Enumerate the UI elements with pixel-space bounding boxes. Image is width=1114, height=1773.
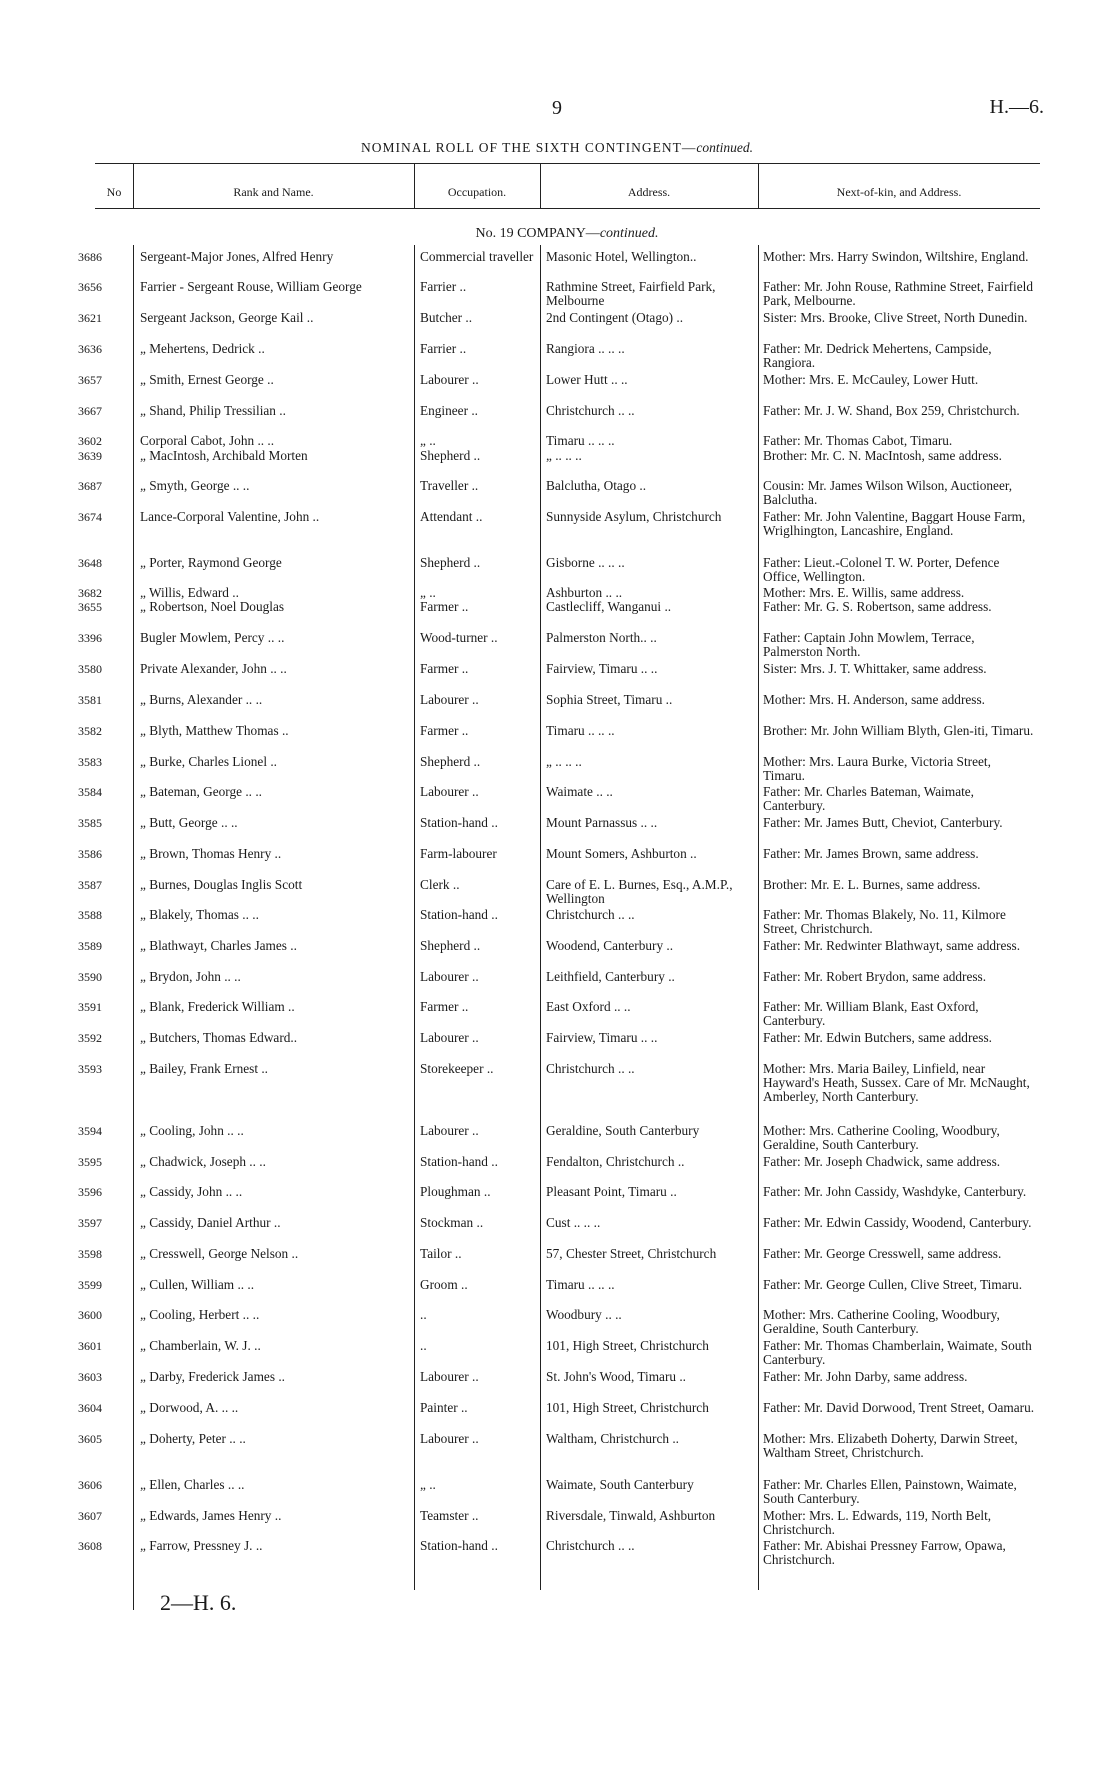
row-occupation: Wood-turner .. (420, 630, 498, 645)
row-address: Mount Parnassus .. .. (546, 815, 658, 830)
row-rank-name: Farrier - Sergeant Rouse, William George (140, 279, 362, 294)
row-address: Geraldine, South Canterbury (546, 1123, 700, 1138)
row-rank-name: „ Cooling, Herbert .. .. (140, 1307, 260, 1322)
row-next-of-kin: Father: Captain John Mowlem, Terrace, Palmerston North. (763, 630, 975, 659)
row-occupation: Labourer .. (420, 1431, 479, 1446)
row-occupation: Farmer .. (420, 999, 469, 1014)
row-address: East Oxford .. .. (546, 999, 631, 1014)
row-address: Waimate .. .. (546, 784, 613, 799)
row-next-of-kin: Brother: Mr. C. N. MacIntosh, same address. (763, 448, 1002, 463)
row-address: Mount Somers, Ashburton .. (546, 846, 697, 861)
row-number: 3589 (78, 939, 102, 953)
row-address: Leithfield, Canterbury .. (546, 969, 675, 984)
row-rank-name: „ Burke, Charles Lionel .. (140, 754, 277, 769)
row-occupation: Station-hand .. (420, 907, 498, 922)
row-address: „ .. .. .. (546, 448, 582, 463)
row-next-of-kin: Mother: Mrs. Harry Swindon, Wiltshire, England. (763, 249, 1029, 264)
row-number: 3682 (78, 586, 102, 600)
row-next-of-kin: Father: Mr. Thomas Chamberlain, Waimate, South Canterbury. (763, 1338, 1032, 1367)
column-header-rank-name: Rank and Name. (233, 185, 314, 199)
row-number: 3657 (78, 373, 102, 387)
row-occupation: Clerk .. (420, 877, 460, 892)
row-rank-name: „ Shand, Philip Tressilian .. (140, 403, 286, 418)
row-next-of-kin: Father: Mr. Joseph Chadwick, same address. (763, 1154, 1001, 1169)
row-address: Balclutha, Otago .. (546, 478, 647, 493)
table-body-divider (540, 245, 541, 1590)
row-number: 3587 (78, 878, 102, 892)
row-occupation: Shepherd .. (420, 754, 481, 769)
row-number: 3585 (78, 816, 102, 830)
row-next-of-kin: Cousin: Mr. James Wilson Wilson, Auctioneer, Balclutha. (763, 478, 1013, 507)
row-rank-name: „ Smyth, George .. .. (140, 478, 250, 493)
row-next-of-kin: Mother: Mrs. Laura Burke, Victoria Street, Timaru. (763, 754, 991, 783)
row-next-of-kin: Father: Mr. George Cullen, Clive Street, Timaru. (763, 1277, 1023, 1292)
row-rank-name: „ Burnes, Douglas Inglis Scott (140, 877, 303, 892)
column-header-next-of-kin: Next-of-kin, and Address. (836, 185, 962, 199)
table-body-divider (133, 245, 134, 1610)
row-next-of-kin: Father: Mr. Abishai Pressney Farrow, Opawa, Christchurch. (763, 1538, 1006, 1567)
row-address: Fairview, Timaru .. .. (546, 661, 658, 676)
row-next-of-kin: Father: Mr. George Cresswell, same address. (763, 1246, 1002, 1261)
row-occupation: Labourer .. (420, 372, 479, 387)
row-address: Timaru .. .. .. (546, 1277, 615, 1292)
row-number: 3600 (78, 1308, 102, 1322)
row-occupation: Farmer .. (420, 599, 469, 614)
row-number: 3605 (78, 1432, 102, 1446)
table-rule-top (95, 163, 1040, 164)
row-next-of-kin: Mother: Mrs. Catherine Cooling, Woodbury, Geraldine, South Canterbury. (763, 1123, 1000, 1152)
row-rank-name: „ Darby, Frederick James .. (140, 1369, 285, 1384)
row-number: 3591 (78, 1000, 102, 1014)
row-address: Christchurch .. .. (546, 1538, 635, 1553)
row-address: Sophia Street, Timaru .. (546, 692, 673, 707)
column-header-no: No (106, 185, 122, 199)
row-occupation: „ .. (420, 585, 436, 600)
row-next-of-kin: Father: Mr. John Valentine, Baggart House Farm, Wriglhington, Lancashire, England. (763, 509, 1026, 538)
row-address: Riversdale, Tinwald, Ashburton (546, 1508, 716, 1523)
row-rank-name: „ Blathwayt, Charles James .. (140, 938, 297, 953)
row-rank-name: Bugler Mowlem, Percy .. .. (140, 630, 285, 645)
row-number: 3583 (78, 755, 102, 769)
row-number: 3656 (78, 280, 102, 294)
row-number: 3596 (78, 1185, 102, 1199)
row-rank-name: „ Cassidy, John .. .. (140, 1184, 243, 1199)
row-rank-name: „ Bateman, George .. .. (140, 784, 262, 799)
row-number: 3595 (78, 1155, 102, 1169)
row-rank-name: „ Brydon, John .. .. (140, 969, 241, 984)
row-number: 3608 (78, 1539, 102, 1553)
row-address: 101, High Street, Christchurch (546, 1338, 709, 1353)
company-heading-main: No. 19 COMPANY— (475, 226, 600, 241)
row-number: 3621 (78, 311, 102, 325)
row-next-of-kin: Mother: Mrs. Maria Bailey, Linfield, near Hayward's Heath, Sussex. Care of Mr. McNaught, Amberley, North Canterbury. (763, 1061, 1030, 1104)
row-rank-name: „ Butchers, Thomas Edward.. (140, 1030, 298, 1045)
row-address: Lower Hutt .. .. (546, 372, 628, 387)
row-occupation: .. (420, 1338, 427, 1353)
row-rank-name: „ Chadwick, Joseph .. .. (140, 1154, 266, 1169)
row-address: Waltham, Christchurch .. (546, 1431, 679, 1446)
row-address: Waimate, South Canterbury (546, 1477, 694, 1492)
row-rank-name: Sergeant Jackson, George Kail .. (140, 310, 314, 325)
row-occupation: Labourer .. (420, 1369, 479, 1384)
row-occupation: Commercial traveller (420, 249, 534, 264)
row-next-of-kin: Mother: Mrs. H. Anderson, same address. (763, 692, 985, 707)
row-occupation: Station-hand .. (420, 1538, 498, 1553)
row-occupation: Ploughman .. (420, 1184, 491, 1199)
row-number: 3599 (78, 1278, 102, 1292)
row-number: 3598 (78, 1247, 102, 1261)
row-occupation: Storekeeper .. (420, 1061, 494, 1076)
row-rank-name: „ Chamberlain, W. J. .. (140, 1338, 261, 1353)
column-header-address: Address. (627, 185, 671, 199)
row-number: 3655 (78, 600, 102, 614)
row-occupation: Labourer .. (420, 692, 479, 707)
row-address: Rangiora .. .. .. (546, 341, 625, 356)
row-number: 3588 (78, 908, 102, 922)
row-next-of-kin: Father: Mr. Redwinter Blathwayt, same address. (763, 938, 1021, 953)
row-address: Fairview, Timaru .. .. (546, 1030, 658, 1045)
row-number: 3582 (78, 724, 102, 738)
row-number: 3607 (78, 1509, 102, 1523)
row-number: 3687 (78, 479, 102, 493)
row-address: Timaru .. .. .. (546, 723, 615, 738)
row-rank-name: „ Doherty, Peter .. .. (140, 1431, 246, 1446)
document-reference: H.—6. (989, 96, 1044, 118)
row-address: Pleasant Point, Timaru .. (546, 1184, 677, 1199)
row-occupation: „ .. (420, 1477, 436, 1492)
row-next-of-kin: Mother: Mrs. E. Willis, same address. (763, 585, 965, 600)
row-next-of-kin: Sister: Mrs. Brooke, Clive Street, North Dunedin. (763, 310, 1028, 325)
row-rank-name: „ Burns, Alexander .. .. (140, 692, 263, 707)
row-address: 57, Chester Street, Christchurch (546, 1246, 717, 1261)
row-rank-name: „ Blakely, Thomas .. .. (140, 907, 259, 922)
row-occupation: Tailor .. (420, 1246, 462, 1261)
row-number: 3580 (78, 662, 102, 676)
row-address: Woodbury .. .. (546, 1307, 622, 1322)
row-next-of-kin: Father: Mr. Charles Bateman, Waimate, Canterbury. (763, 784, 975, 813)
row-next-of-kin: Father: Mr. William Blank, East Oxford, Canterbury. (763, 999, 979, 1028)
row-next-of-kin: Mother: Mrs. Elizabeth Doherty, Darwin Street, Waltham Street, Christchurch. (763, 1431, 1018, 1460)
company-heading (0, 226, 1114, 242)
row-next-of-kin: Brother: Mr. E. L. Burnes, same address. (763, 877, 981, 892)
table-body-divider (414, 245, 415, 1590)
row-rank-name: „ Cooling, John .. .. (140, 1123, 244, 1138)
row-rank-name: „ Porter, Raymond George (140, 555, 282, 570)
row-address: St. John's Wood, Timaru .. (546, 1369, 686, 1384)
row-address: Ashburton .. .. (546, 585, 623, 600)
row-rank-name: „ Mehertens, Dedrick .. (140, 341, 265, 356)
row-address: „ .. .. .. (546, 754, 582, 769)
page-number: 9 (552, 97, 562, 119)
row-occupation: Attendant .. (420, 509, 483, 524)
row-next-of-kin: Father: Mr. J. W. Shand, Box 259, Christchurch. (763, 403, 1020, 418)
row-number: 3674 (78, 510, 102, 524)
row-occupation: Station-hand .. (420, 1154, 498, 1169)
row-number: 3601 (78, 1339, 102, 1353)
row-address: 2nd Contingent (Otago) .. (546, 310, 684, 325)
row-occupation: Groom .. (420, 1277, 468, 1292)
row-number: 3606 (78, 1478, 102, 1492)
footer-signature: 2—H. 6. (160, 1590, 237, 1615)
row-occupation: Farm-labourer (420, 846, 497, 861)
row-number: 3581 (78, 693, 102, 707)
row-occupation: Painter .. (420, 1400, 468, 1415)
row-rank-name: „ Bailey, Frank Ernest .. (140, 1061, 269, 1076)
row-next-of-kin: Father: Lieut.-Colonel T. W. Porter, Defence Office, Wellington. (763, 555, 1000, 584)
row-number: 3593 (78, 1062, 102, 1076)
row-address: Christchurch .. .. (546, 403, 635, 418)
row-number: 3592 (78, 1031, 102, 1045)
row-next-of-kin: Father: Mr. James Brown, same address. (763, 846, 979, 861)
row-address: Fendalton, Christchurch .. (546, 1154, 685, 1169)
row-number: 3584 (78, 785, 102, 799)
row-address: Gisborne .. .. .. (546, 555, 625, 570)
row-next-of-kin: Father: Mr. Dedrick Mehertens, Campside, Rangiora. (763, 341, 992, 370)
roll-title (0, 140, 1114, 156)
row-number: 3603 (78, 1370, 102, 1384)
row-next-of-kin: Mother: Mrs. L. Edwards, 119, North Belt, Christchurch. (763, 1508, 992, 1537)
row-occupation: Shepherd .. (420, 938, 481, 953)
row-number: 3586 (78, 847, 102, 861)
row-number: 3639 (78, 449, 102, 463)
row-occupation: Labourer .. (420, 1030, 479, 1045)
row-number: 3396 (78, 631, 102, 645)
column-header-occupation: Occupation. (447, 185, 507, 199)
row-next-of-kin: Father: Mr. Robert Brydon, same address. (763, 969, 987, 984)
table-body-divider (758, 245, 759, 1590)
row-next-of-kin: Father: Mr. Thomas Cabot, Timaru. (763, 433, 953, 448)
table-rule-bottom (95, 208, 1040, 209)
row-next-of-kin: Father: Mr. John Rouse, Rathmine Street, Fairfield Park, Melbourne. (763, 279, 1033, 308)
row-address: Castlecliff, Wanganui .. (546, 599, 672, 614)
row-rank-name: „ Willis, Edward .. (140, 585, 239, 600)
row-number: 3667 (78, 404, 102, 418)
row-next-of-kin: Father: Mr. John Cassidy, Washdyke, Canterbury. (763, 1184, 1027, 1199)
row-next-of-kin: Mother: Mrs. E. McCauley, Lower Hutt. (763, 372, 979, 387)
row-rank-name: „ Edwards, James Henry .. (140, 1508, 282, 1523)
row-occupation: Farmer .. (420, 661, 469, 676)
row-address: Christchurch .. .. (546, 907, 635, 922)
row-occupation: .. (420, 1307, 427, 1322)
row-address: Palmerston North.. .. (546, 630, 657, 645)
row-occupation: Farmer .. (420, 723, 469, 738)
row-address: Christchurch .. .. (546, 1061, 635, 1076)
row-number: 3648 (78, 556, 102, 570)
row-occupation: Teamster .. (420, 1508, 479, 1523)
row-rank-name: „ Brown, Thomas Henry .. (140, 846, 282, 861)
row-occupation: „ .. (420, 433, 436, 448)
row-rank-name: „ Smith, Ernest George .. (140, 372, 274, 387)
row-occupation: Shepherd .. (420, 448, 481, 463)
row-rank-name: Corporal Cabot, John .. .. (140, 433, 275, 448)
row-number: 3602 (78, 434, 102, 448)
row-next-of-kin: Father: Mr. Edwin Cassidy, Woodend, Canterbury. (763, 1215, 1032, 1230)
row-rank-name: „ Cresswell, George Nelson .. (140, 1246, 299, 1261)
row-occupation: Butcher .. (420, 310, 473, 325)
row-next-of-kin: Brother: Mr. John William Blyth, Glen-iti, Timaru. (763, 723, 1034, 738)
row-occupation: Farrier .. (420, 341, 467, 356)
row-number: 3594 (78, 1124, 102, 1138)
row-address: Care of E. L. Burnes, Esq., A.M.P., Wellington (546, 877, 733, 906)
row-number: 3686 (78, 250, 102, 264)
row-rank-name: „ Ellen, Charles .. .. (140, 1477, 245, 1492)
row-number: 3636 (78, 342, 102, 356)
row-rank-name: „ Cassidy, Daniel Arthur .. (140, 1215, 281, 1230)
row-next-of-kin: Father: Mr. David Dorwood, Trent Street, Oamaru. (763, 1400, 1035, 1415)
row-occupation: Shepherd .. (420, 555, 481, 570)
row-occupation: Engineer .. (420, 403, 478, 418)
row-rank-name: „ Robertson, Noel Douglas (140, 599, 285, 614)
row-rank-name: Private Alexander, John .. .. (140, 661, 287, 676)
row-occupation: Labourer .. (420, 1123, 479, 1138)
row-next-of-kin: Father: Mr. Thomas Blakely, No. 11, Kilmore Street, Christchurch. (763, 907, 1006, 936)
row-address: Timaru .. .. .. (546, 433, 615, 448)
row-next-of-kin: Sister: Mrs. J. T. Whittaker, same address. (763, 661, 987, 676)
row-rank-name: Sergeant-Major Jones, Alfred Henry (140, 249, 334, 264)
row-rank-name: „ Blank, Frederick William .. (140, 999, 295, 1014)
row-address: 101, High Street, Christchurch (546, 1400, 709, 1415)
row-occupation: Labourer .. (420, 969, 479, 984)
row-next-of-kin: Father: Mr. G. S. Robertson, same address. (763, 599, 992, 614)
row-rank-name: „ Blyth, Matthew Thomas .. (140, 723, 289, 738)
row-occupation: Farrier .. (420, 279, 467, 294)
roll-title-main: NOMINAL ROLL OF THE SIXTH CONTINGENT— (361, 140, 697, 155)
row-next-of-kin: Father: Mr. Charles Ellen, Painstown, Waimate, South Canterbury. (763, 1477, 1017, 1506)
row-number: 3604 (78, 1401, 102, 1415)
row-occupation: Traveller .. (420, 478, 479, 493)
row-next-of-kin: Father: Mr. Edwin Butchers, same address. (763, 1030, 992, 1045)
roll-title-continued: continued. (696, 140, 753, 155)
row-rank-name: „ MacIntosh, Archibald Morten (140, 448, 308, 463)
row-address: Masonic Hotel, Wellington.. (546, 249, 697, 264)
row-number: 3590 (78, 970, 102, 984)
company-heading-continued: continued. (599, 226, 659, 241)
row-rank-name: Lance-Corporal Valentine, John .. (140, 509, 320, 524)
row-occupation: Station-hand .. (420, 815, 498, 830)
row-number: 3597 (78, 1216, 102, 1230)
row-address: Sunnyside Asylum, Christchurch (546, 509, 722, 524)
row-occupation: Labourer .. (420, 784, 479, 799)
row-next-of-kin: Mother: Mrs. Catherine Cooling, Woodbury, Geraldine, South Canterbury. (763, 1307, 1000, 1336)
row-address: Woodend, Canterbury .. (546, 938, 674, 953)
row-next-of-kin: Father: Mr. John Darby, same address. (763, 1369, 968, 1384)
row-rank-name: „ Butt, George .. .. (140, 815, 238, 830)
row-occupation: Stockman .. (420, 1215, 484, 1230)
row-next-of-kin: Father: Mr. James Butt, Cheviot, Canterbury. (763, 815, 1003, 830)
row-rank-name: „ Cullen, William .. .. (140, 1277, 255, 1292)
row-rank-name: „ Dorwood, A. .. .. (140, 1400, 239, 1415)
row-address: Cust .. .. .. (546, 1215, 601, 1230)
row-address: Rathmine Street, Fairfield Park, Melbourne (546, 279, 716, 308)
row-rank-name: „ Farrow, Pressney J. .. (140, 1538, 263, 1553)
